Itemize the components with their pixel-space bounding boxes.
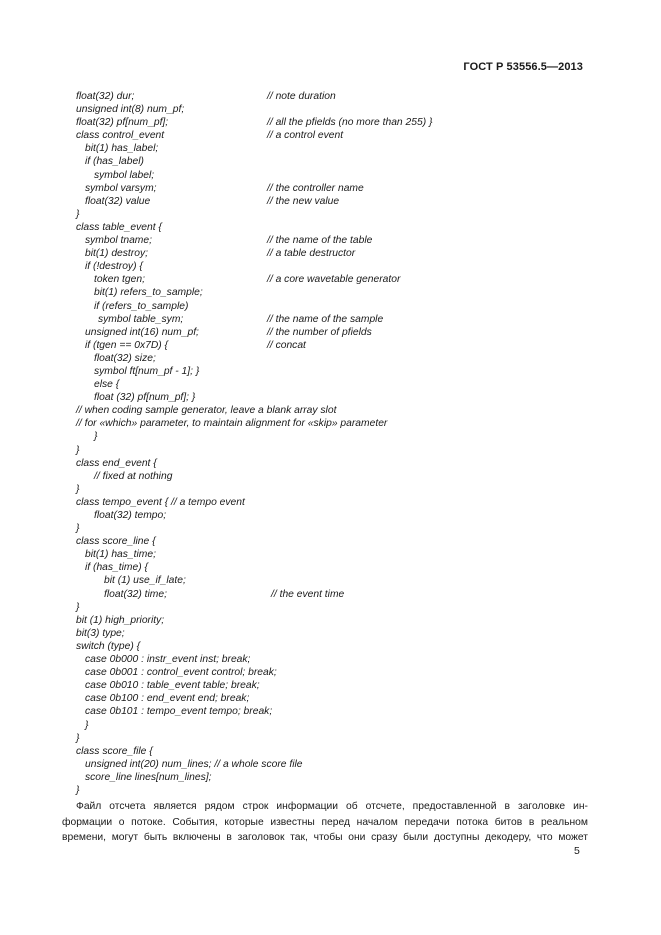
code-line bbox=[0, 313, 661, 326]
code-text: // when coding sample generator, leave a blank array slot bbox=[76, 405, 337, 417]
code-line bbox=[0, 692, 661, 705]
code-text: case 0b001 : control_event control; break; bbox=[85, 667, 277, 679]
code-line bbox=[0, 574, 661, 587]
code-text: symbol label; bbox=[94, 169, 155, 181]
code-line bbox=[0, 679, 661, 692]
code-comment: // a control event bbox=[267, 130, 344, 142]
code-comment: // all the pfields (no more than 255) } bbox=[267, 117, 433, 129]
code-text: unsigned int(16) num_pf; bbox=[85, 326, 199, 338]
code-line bbox=[0, 352, 661, 365]
code-line bbox=[0, 666, 661, 679]
code-text: switch (type) { bbox=[76, 640, 141, 652]
code-text: float(32) value bbox=[85, 195, 151, 207]
code-line bbox=[0, 116, 661, 129]
code-comment: // the number of pfields bbox=[267, 326, 372, 338]
code-text: float(32) time; bbox=[104, 588, 167, 600]
code-line bbox=[0, 169, 661, 182]
code-line bbox=[0, 391, 661, 404]
code-line bbox=[0, 509, 661, 522]
code-text: } bbox=[94, 431, 98, 443]
code-line bbox=[0, 129, 661, 142]
code-text: float (32) pf[num_pf]; } bbox=[94, 392, 196, 404]
code-text: float(32) size; bbox=[94, 352, 156, 364]
code-text: } bbox=[76, 523, 80, 535]
code-line bbox=[0, 548, 661, 561]
code-line bbox=[0, 496, 661, 509]
code-line bbox=[0, 588, 661, 601]
code-line bbox=[0, 627, 661, 640]
code-comment: // the new value bbox=[267, 195, 340, 207]
code-line bbox=[0, 719, 661, 732]
code-line bbox=[0, 784, 661, 797]
code-line bbox=[0, 300, 661, 313]
code-line bbox=[0, 640, 661, 653]
code-line bbox=[0, 195, 661, 208]
code-text: if (tgen == 0x7D) { bbox=[85, 339, 168, 351]
code-line bbox=[0, 771, 661, 784]
code-line bbox=[0, 182, 661, 195]
paragraph-line: времени, могут быть включены в заголовок так, чтобы они сразу были доступны декодеру, что может bbox=[62, 832, 588, 844]
code-text: unsigned int(8) num_pf; bbox=[76, 104, 185, 116]
code-line bbox=[0, 732, 661, 745]
code-text: } bbox=[76, 601, 80, 613]
code-line bbox=[0, 483, 661, 496]
paragraph-line: Файл отсчета является рядом строк информации об отсчете, предоставленной в заголовке ин- bbox=[76, 801, 588, 812]
code-line bbox=[0, 142, 661, 155]
code-text: bit (1) high_priority; bbox=[76, 614, 165, 626]
code-text: if (has_time) { bbox=[85, 562, 148, 574]
code-text: case 0b101 : tempo_event tempo; break; bbox=[85, 706, 273, 718]
code-text: bit(1) has_label; bbox=[85, 143, 159, 155]
code-text: // for «which» parameter, to maintain alignment for «skip» parameter bbox=[76, 418, 388, 430]
code-line bbox=[0, 103, 661, 116]
paragraph-line: формации о потоке. События, которые известны перед началом передачи потока битов в реальном bbox=[62, 816, 588, 828]
code-line bbox=[0, 653, 661, 666]
code-text: class end_event { bbox=[76, 457, 157, 469]
code-line bbox=[0, 404, 661, 417]
code-line bbox=[0, 561, 661, 574]
code-line bbox=[0, 745, 661, 758]
code-line bbox=[0, 535, 661, 548]
code-line bbox=[0, 339, 661, 352]
code-text: bit (1) use_if_late; bbox=[104, 575, 186, 587]
code-comment: // the controller name bbox=[267, 182, 364, 194]
code-text: class score_line { bbox=[76, 536, 156, 548]
standard-designation: ГОСТ Р 53556.5—2013 bbox=[463, 61, 583, 73]
code-text: if (!destroy) { bbox=[85, 261, 143, 273]
code-text: } bbox=[76, 208, 80, 220]
code-text: symbol varsym; bbox=[85, 182, 157, 194]
code-comment: // a table destructor bbox=[267, 248, 356, 260]
code-line bbox=[0, 470, 661, 483]
code-line bbox=[0, 260, 661, 273]
code-text: symbol table_sym; bbox=[98, 313, 184, 325]
code-text: token tgen; bbox=[94, 274, 145, 286]
code-text: } bbox=[85, 719, 89, 731]
code-text: symbol tname; bbox=[85, 235, 152, 247]
code-text: } bbox=[76, 483, 80, 495]
code-line bbox=[0, 430, 661, 443]
code-line bbox=[0, 155, 661, 168]
code-line bbox=[0, 273, 661, 286]
code-line bbox=[0, 601, 661, 614]
code-text: float(32) tempo; bbox=[94, 510, 167, 521]
code-text: float(32) dur; bbox=[76, 91, 135, 102]
code-text: else { bbox=[94, 379, 120, 391]
code-text: class tempo_event { // a tempo event bbox=[76, 496, 245, 508]
code-line bbox=[0, 90, 661, 103]
code-line bbox=[0, 417, 661, 430]
code-text: case 0b100 : end_event end; break; bbox=[85, 693, 250, 705]
code-line bbox=[0, 457, 661, 470]
code-text: } bbox=[76, 784, 80, 796]
code-line bbox=[0, 705, 661, 718]
code-comment: // the event time bbox=[271, 588, 345, 600]
code-line bbox=[0, 444, 661, 457]
code-comment: // note duration bbox=[267, 91, 336, 102]
code-text: } bbox=[76, 444, 80, 456]
code-text: case 0b000 : instr_event inst; break; bbox=[85, 654, 251, 666]
code-text: float(32) pf[num_pf]; bbox=[76, 117, 169, 129]
code-text: unsigned int(20) num_lines; // a whole score file bbox=[85, 758, 303, 770]
code-text: bit(1) refers_to_sample; bbox=[94, 287, 203, 299]
page-number: 5 bbox=[574, 845, 580, 857]
code-line bbox=[0, 208, 661, 221]
code-line bbox=[0, 286, 661, 299]
code-text: class table_event { bbox=[76, 221, 162, 233]
code-text: if (has_label) bbox=[85, 156, 144, 168]
code-text: } bbox=[76, 732, 80, 744]
code-text: bit(1) destroy; bbox=[85, 248, 148, 260]
code-comment: // concat bbox=[267, 339, 306, 351]
code-text: case 0b010 : table_event table; break; bbox=[85, 680, 260, 692]
code-text: symbol ft[num_pf - 1]; } bbox=[94, 365, 200, 377]
code-comment: // the name of the sample bbox=[267, 313, 384, 325]
code-text: class score_file { bbox=[76, 745, 153, 757]
code-text: if (refers_to_sample) bbox=[94, 300, 189, 312]
code-text: // fixed at nothing bbox=[94, 470, 173, 482]
code-line bbox=[0, 365, 661, 378]
code-line bbox=[0, 221, 661, 234]
code-line bbox=[0, 234, 661, 247]
code-listing bbox=[0, 90, 661, 797]
code-text: bit(3) type; bbox=[76, 627, 125, 639]
code-text: score_line lines[num_lines]; bbox=[85, 771, 212, 783]
code-line bbox=[0, 378, 661, 391]
code-line bbox=[0, 326, 661, 339]
code-line bbox=[0, 522, 661, 535]
code-comment: // the name of the table bbox=[267, 235, 373, 247]
code-line bbox=[0, 247, 661, 260]
code-line bbox=[0, 758, 661, 771]
body-paragraph bbox=[62, 799, 588, 846]
code-text: class control_event bbox=[76, 130, 165, 142]
code-line bbox=[0, 614, 661, 627]
code-text: bit(1) has_time; bbox=[85, 549, 156, 561]
code-comment: // a core wavetable generator bbox=[267, 274, 401, 286]
